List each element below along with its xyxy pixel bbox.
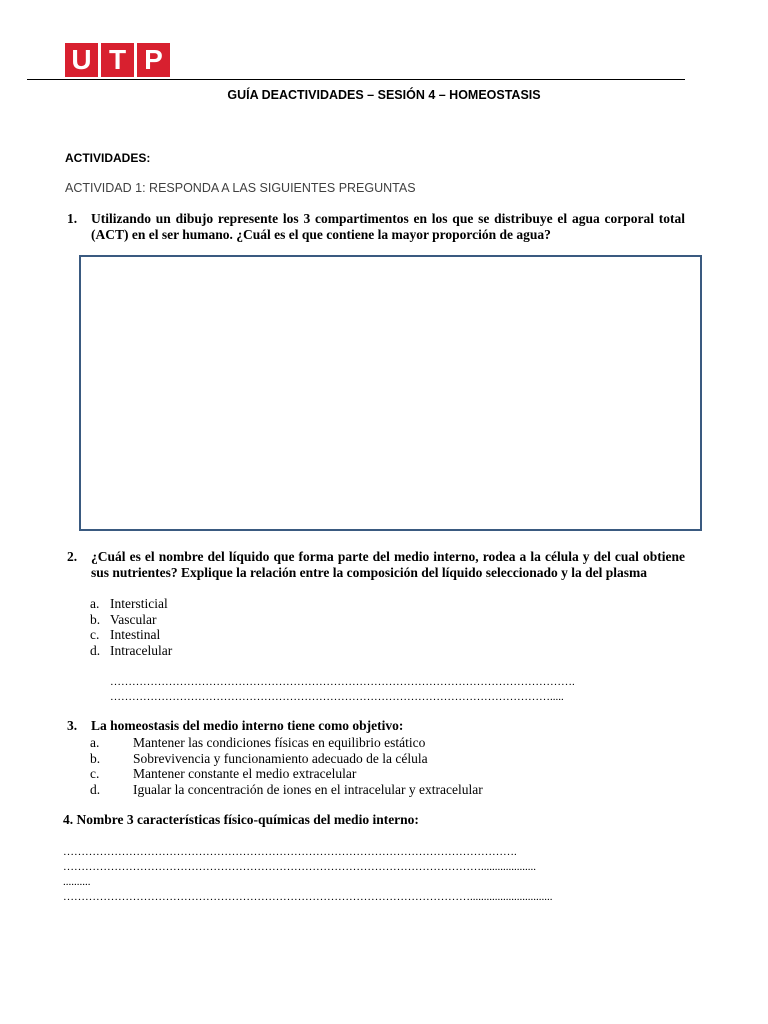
answer-line[interactable]: …………………………………………………………………………………………………..............................: [63, 891, 553, 903]
question-text: ¿Cuál es el nombre del líquido que forma parte del medio interno, rodea a la célula y del cual obtiene sus nutrientes? Explique la relación entre la composición del líquido seleccionado y la del plasma: [91, 549, 685, 580]
answer-line[interactable]: ……………………………………………………………………………………………………....................: [63, 861, 536, 873]
option-a[interactable]: a. Mantener las condiciones físicas en equilibrio estático: [90, 735, 426, 750]
answer-line[interactable]: ………………………………………………………………………………………………………….....: [110, 691, 564, 703]
logo-letter-p: P: [137, 43, 170, 77]
question-3-options: [90, 735, 483, 797]
question-number: 3.: [67, 718, 78, 733]
logo-letter-u: U: [65, 43, 98, 77]
question-3: [65, 718, 685, 734]
activity1-heading: ACTIVIDAD 1: RESPONDA A LAS SIGUIENTES PREGUNTAS: [65, 181, 416, 195]
answer-line[interactable]: …………………………………………………………………………………………………………….: [63, 846, 517, 858]
question-4: [63, 812, 683, 828]
option-a[interactable]: a. Intersticial: [90, 596, 168, 611]
question-2-options: [90, 596, 172, 658]
question-text: Utilizando un dibujo represente los 3 compartimentos en los que se distribuye el agua corporal total (ACT) en el ser humano. ¿Cuál es el que contiene la mayor proporción de agua?: [91, 211, 685, 242]
answer-line[interactable]: ……………………………………………………………………………………………………………….: [110, 676, 575, 688]
header-rule: [27, 79, 685, 80]
drawing-answer-box[interactable]: [79, 255, 702, 531]
question-2: [65, 549, 685, 581]
answer-line[interactable]: ..........: [63, 876, 91, 888]
logo-letter-t: T: [101, 43, 134, 77]
option-d[interactable]: d. Igualar la concentración de iones en el intracelular y extracelular: [90, 781, 483, 797]
question-text: La homeostasis del medio interno tiene como objetivo:: [91, 718, 404, 733]
option-b[interactable]: b. Sobrevivencia y funcionamiento adecuado de la célula: [90, 750, 428, 766]
question-number: 2.: [67, 549, 78, 564]
document-title: GUÍA DEACTIVIDADES – SESIÓN 4 – HOMEOSTASIS: [227, 88, 541, 102]
option-d[interactable]: d. Intracelular: [90, 642, 173, 658]
option-c[interactable]: c. Intestinal: [90, 627, 161, 642]
question-number: 1.: [67, 211, 78, 226]
utp-logo: [65, 43, 170, 77]
question-number: 4.: [63, 812, 74, 827]
activities-heading: ACTIVIDADES:: [65, 151, 151, 165]
option-b[interactable]: b. Vascular: [90, 611, 157, 627]
question-1: [65, 211, 685, 243]
question-text: Nombre 3 características físico-químicas del medio interno:: [76, 812, 419, 827]
option-c[interactable]: c. Mantener constante el medio extracelular: [90, 766, 357, 781]
